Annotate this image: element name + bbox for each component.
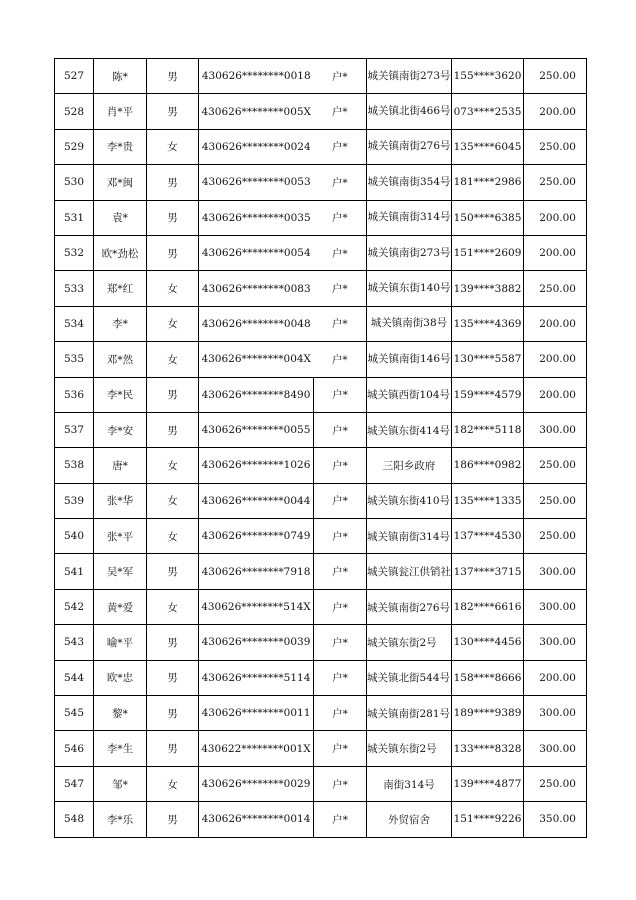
household-type-cell: 户* — [314, 589, 367, 624]
phone-cell: 073****2535 — [452, 94, 524, 129]
phone-cell: 139****4877 — [452, 766, 524, 801]
name-cell: 吴*军 — [94, 554, 147, 589]
phone-cell: 133****8328 — [452, 731, 524, 766]
address-cell: 城关镇南街314号 — [367, 200, 452, 235]
address-cell: 城关镇瓮江供销社 — [367, 554, 452, 589]
row-number: 533 — [55, 271, 94, 306]
sex-cell: 男 — [147, 59, 199, 94]
name-cell: 欧*劲松 — [94, 235, 147, 270]
row-number: 529 — [55, 129, 94, 164]
table-row — [55, 377, 587, 412]
household-type-cell: 户* — [314, 483, 367, 518]
phone-cell: 151****9226 — [452, 802, 524, 837]
row-number: 539 — [55, 483, 94, 518]
table-row — [55, 165, 587, 200]
row-number: 537 — [55, 412, 94, 447]
address-cell: 城关镇南街273号 — [367, 235, 452, 270]
table-row — [55, 483, 587, 518]
row-number: 534 — [55, 306, 94, 341]
phone-cell: 135****6045 — [452, 129, 524, 164]
sex-cell: 男 — [147, 625, 199, 660]
amount-cell: 300.00 — [524, 589, 587, 624]
row-number: 546 — [55, 731, 94, 766]
row-number: 538 — [55, 448, 94, 483]
table-row — [55, 554, 587, 589]
address-cell: 城关镇南街276号 — [367, 129, 452, 164]
household-type-cell: 户* — [314, 766, 367, 801]
address-cell: 外贸宿舍 — [367, 802, 452, 837]
household-type-cell: 户* — [314, 554, 367, 589]
address-cell: 城关镇南街38号 — [367, 306, 452, 341]
row-number: 531 — [55, 200, 94, 235]
name-cell: 肖*平 — [94, 94, 147, 129]
amount-cell: 250.00 — [524, 448, 587, 483]
amount-cell: 250.00 — [524, 519, 587, 554]
sex-cell: 女 — [147, 271, 199, 306]
name-cell: 张*平 — [94, 519, 147, 554]
phone-cell: 158****8666 — [452, 660, 524, 695]
amount-cell: 250.00 — [524, 483, 587, 518]
table-row — [55, 235, 587, 270]
phone-cell: 137****4530 — [452, 519, 524, 554]
address-cell: 城关镇东街140号 — [367, 271, 452, 306]
amount-cell: 200.00 — [524, 342, 587, 377]
household-type-cell: 户* — [314, 625, 367, 660]
id-number-cell: 430626********0749 — [199, 519, 314, 554]
amount-cell: 200.00 — [524, 377, 587, 412]
id-number-cell: 430626********0054 — [199, 235, 314, 270]
sex-cell: 男 — [147, 412, 199, 447]
household-type-cell: 户* — [314, 448, 367, 483]
table-row — [55, 59, 587, 94]
id-number-cell: 430626********8490 — [199, 377, 314, 412]
amount-cell: 200.00 — [524, 235, 587, 270]
amount-cell: 250.00 — [524, 129, 587, 164]
name-cell: 李*安 — [94, 412, 147, 447]
address-cell: 城关镇北街544号 — [367, 660, 452, 695]
phone-cell: 159****4579 — [452, 377, 524, 412]
name-cell: 郑*红 — [94, 271, 147, 306]
phone-cell: 186****0982 — [452, 448, 524, 483]
table-row — [55, 589, 587, 624]
id-number-cell: 430626********005X — [199, 94, 314, 129]
row-number: 530 — [55, 165, 94, 200]
name-cell: 邓*然 — [94, 342, 147, 377]
household-type-cell: 户* — [314, 696, 367, 731]
name-cell: 欧*忠 — [94, 660, 147, 695]
household-type-cell: 户* — [314, 165, 367, 200]
address-cell: 城关镇南街354号 — [367, 165, 452, 200]
household-type-cell: 户* — [314, 59, 367, 94]
row-number: 528 — [55, 94, 94, 129]
id-number-cell: 430622********001X — [199, 731, 314, 766]
sex-cell: 男 — [147, 377, 199, 412]
id-number-cell: 430626********0039 — [199, 625, 314, 660]
amount-cell: 200.00 — [524, 660, 587, 695]
sex-cell: 女 — [147, 342, 199, 377]
amount-cell: 250.00 — [524, 766, 587, 801]
id-number-cell: 430626********0044 — [199, 483, 314, 518]
amount-cell: 250.00 — [524, 165, 587, 200]
table-row — [55, 271, 587, 306]
name-cell: 黄*爱 — [94, 589, 147, 624]
table-row — [55, 696, 587, 731]
sex-cell: 男 — [147, 554, 199, 589]
address-cell: 城关镇南街146号 — [367, 342, 452, 377]
table-row — [55, 660, 587, 695]
phone-cell: 130****4456 — [452, 625, 524, 660]
household-type-cell: 户* — [314, 271, 367, 306]
name-cell: 李*乐 — [94, 802, 147, 837]
id-number-cell: 430626********0029 — [199, 766, 314, 801]
row-number: 543 — [55, 625, 94, 660]
amount-cell: 250.00 — [524, 271, 587, 306]
id-number-cell: 430626********0024 — [199, 129, 314, 164]
name-cell: 袁* — [94, 200, 147, 235]
sex-cell: 女 — [147, 129, 199, 164]
row-number: 544 — [55, 660, 94, 695]
sex-cell: 女 — [147, 448, 199, 483]
sex-cell: 男 — [147, 660, 199, 695]
household-type-cell: 户* — [314, 519, 367, 554]
address-cell: 城关镇东街2号 — [367, 625, 452, 660]
sex-cell: 男 — [147, 696, 199, 731]
household-type-cell: 户* — [314, 731, 367, 766]
id-number-cell: 430626********0011 — [199, 696, 314, 731]
table-row — [55, 625, 587, 660]
row-number: 527 — [55, 59, 94, 94]
id-number-cell: 430626********0035 — [199, 200, 314, 235]
address-cell: 城关镇南街273号 — [367, 59, 452, 94]
row-number: 548 — [55, 802, 94, 837]
table-row — [55, 94, 587, 129]
name-cell: 李*生 — [94, 731, 147, 766]
name-cell: 邹* — [94, 766, 147, 801]
id-number-cell: 430626********5114 — [199, 660, 314, 695]
household-type-cell: 户* — [314, 660, 367, 695]
household-type-cell: 户* — [314, 377, 367, 412]
row-number: 545 — [55, 696, 94, 731]
amount-cell: 300.00 — [524, 625, 587, 660]
records-table — [54, 58, 587, 838]
table-row — [55, 731, 587, 766]
table-row — [55, 519, 587, 554]
household-type-cell: 户* — [314, 129, 367, 164]
address-cell: 城关镇南街314号 — [367, 519, 452, 554]
sex-cell: 男 — [147, 235, 199, 270]
household-type-cell: 户* — [314, 342, 367, 377]
phone-cell: 135****1335 — [452, 483, 524, 518]
address-cell: 三阳乡政府 — [367, 448, 452, 483]
row-number: 547 — [55, 766, 94, 801]
name-cell: 张*华 — [94, 483, 147, 518]
address-cell: 城关镇东街414号 — [367, 412, 452, 447]
records-table-body — [55, 59, 587, 838]
household-type-cell: 户* — [314, 306, 367, 341]
id-number-cell: 430626********1026 — [199, 448, 314, 483]
sex-cell: 女 — [147, 483, 199, 518]
row-number: 536 — [55, 377, 94, 412]
address-cell: 城关镇南街281号 — [367, 696, 452, 731]
row-number: 541 — [55, 554, 94, 589]
id-number-cell: 430626********0055 — [199, 412, 314, 447]
address-cell: 城关镇东街410号 — [367, 483, 452, 518]
phone-cell: 155****3620 — [452, 59, 524, 94]
amount-cell: 200.00 — [524, 306, 587, 341]
address-cell: 城关镇东街2号 — [367, 731, 452, 766]
name-cell: 喻*平 — [94, 625, 147, 660]
name-cell: 唐* — [94, 448, 147, 483]
table-row — [55, 200, 587, 235]
amount-cell: 300.00 — [524, 554, 587, 589]
phone-cell: 182****5118 — [452, 412, 524, 447]
row-number: 542 — [55, 589, 94, 624]
id-number-cell: 430626********0018 — [199, 59, 314, 94]
phone-cell: 135****4369 — [452, 306, 524, 341]
name-cell: 陈* — [94, 59, 147, 94]
amount-cell: 300.00 — [524, 731, 587, 766]
name-cell: 李* — [94, 306, 147, 341]
table-row — [55, 412, 587, 447]
amount-cell: 350.00 — [524, 802, 587, 837]
sex-cell: 男 — [147, 94, 199, 129]
phone-cell: 151****2609 — [452, 235, 524, 270]
id-number-cell: 430626********0083 — [199, 271, 314, 306]
name-cell: 李*民 — [94, 377, 147, 412]
amount-cell: 250.00 — [524, 59, 587, 94]
sex-cell: 男 — [147, 165, 199, 200]
id-number-cell: 430626********7918 — [199, 554, 314, 589]
name-cell: 邓*闽 — [94, 165, 147, 200]
household-type-cell: 户* — [314, 94, 367, 129]
household-type-cell: 户* — [314, 235, 367, 270]
household-type-cell: 户* — [314, 802, 367, 837]
row-number: 535 — [55, 342, 94, 377]
phone-cell: 182****6616 — [452, 589, 524, 624]
amount-cell: 200.00 — [524, 200, 587, 235]
phone-cell: 189****9389 — [452, 696, 524, 731]
address-cell: 城关镇南街276号 — [367, 589, 452, 624]
phone-cell: 139****3882 — [452, 271, 524, 306]
address-cell: 城关镇西街104号 — [367, 377, 452, 412]
phone-cell: 137****3715 — [452, 554, 524, 589]
sex-cell: 女 — [147, 766, 199, 801]
table-row — [55, 448, 587, 483]
table-row — [55, 306, 587, 341]
id-number-cell: 430626********0048 — [199, 306, 314, 341]
table-row — [55, 802, 587, 837]
household-type-cell: 户* — [314, 200, 367, 235]
household-type-cell: 户* — [314, 412, 367, 447]
sex-cell: 男 — [147, 802, 199, 837]
amount-cell: 300.00 — [524, 412, 587, 447]
phone-cell: 130****5587 — [452, 342, 524, 377]
id-number-cell: 430626********004X — [199, 342, 314, 377]
phone-cell: 150****6385 — [452, 200, 524, 235]
row-number: 532 — [55, 235, 94, 270]
name-cell: 李*贵 — [94, 129, 147, 164]
amount-cell: 300.00 — [524, 696, 587, 731]
address-cell: 南街314号 — [367, 766, 452, 801]
amount-cell: 200.00 — [524, 94, 587, 129]
sex-cell: 女 — [147, 519, 199, 554]
name-cell: 黎* — [94, 696, 147, 731]
phone-cell: 181****2986 — [452, 165, 524, 200]
sex-cell: 女 — [147, 306, 199, 341]
id-number-cell: 430626********514X — [199, 589, 314, 624]
address-cell: 城关镇北街466号 — [367, 94, 452, 129]
table-row — [55, 766, 587, 801]
sex-cell: 女 — [147, 589, 199, 624]
row-number: 540 — [55, 519, 94, 554]
id-number-cell: 430626********0053 — [199, 165, 314, 200]
id-number-cell: 430626********0014 — [199, 802, 314, 837]
table-row — [55, 342, 587, 377]
table-row — [55, 129, 587, 164]
sex-cell: 男 — [147, 731, 199, 766]
sex-cell: 男 — [147, 200, 199, 235]
